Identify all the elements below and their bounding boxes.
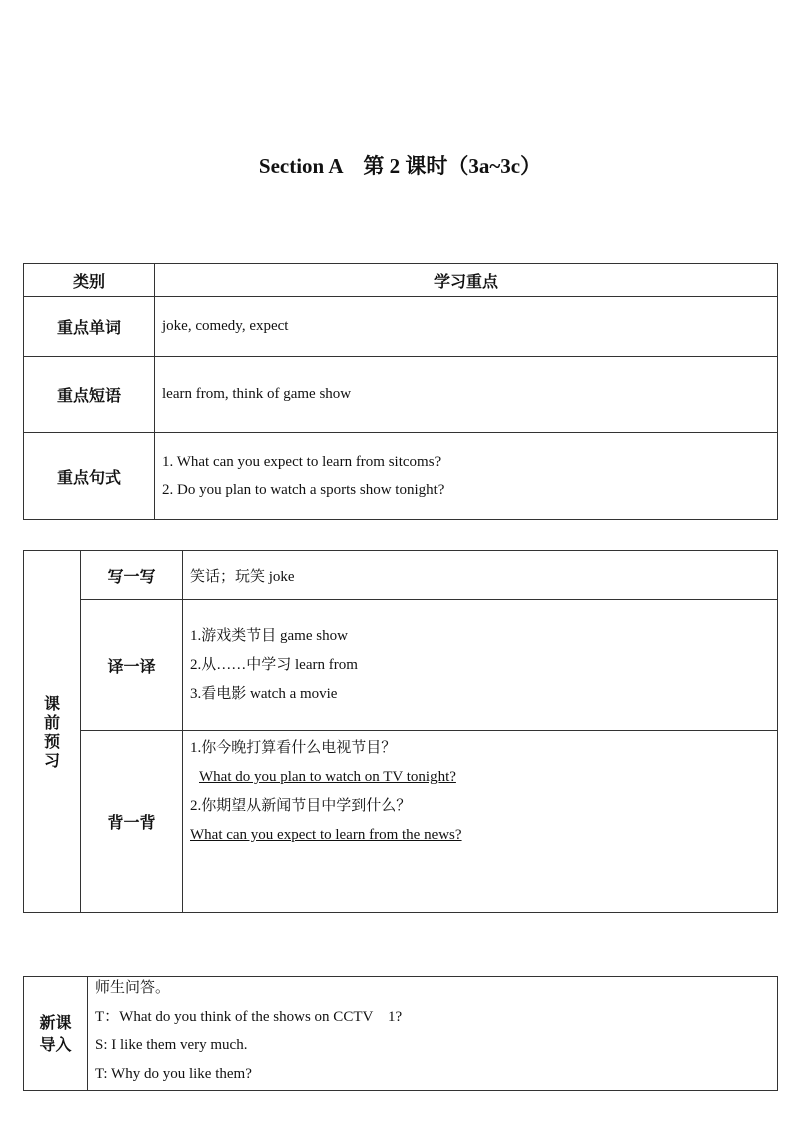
answer-line xyxy=(190,821,777,850)
write-label: 写一写 xyxy=(81,551,183,600)
text-line: learn from, think of game show xyxy=(162,386,352,402)
preview-table xyxy=(23,550,778,913)
question-line: 2.你期望从新闻节目中学到什么？ xyxy=(190,798,412,814)
answer-text: What do you plan to watch on TV tonight? xyxy=(199,769,456,785)
intro-label xyxy=(24,977,88,1091)
header-focus: 学习重点 xyxy=(155,264,778,297)
focus-table xyxy=(23,263,778,520)
text-line: 3.看电影 watch a movie xyxy=(190,685,338,702)
translate-label: 译一译 xyxy=(81,600,183,731)
row-label-sentences: 重点句式 xyxy=(24,433,155,520)
text-line: S: I like them very much. xyxy=(95,1037,248,1053)
text-line: T：What do you think of the shows on CCTV 1? xyxy=(95,1008,403,1025)
row-content-phrases xyxy=(155,357,778,433)
row-content-sentences xyxy=(155,433,778,520)
text-line: 1. What can you expect to learn from sitcoms? xyxy=(162,454,442,470)
answer-line xyxy=(190,763,777,792)
text-line: T: Why do you like them? xyxy=(95,1065,252,1082)
vertical-label: 课前预习 xyxy=(43,693,60,770)
recite-label: 背一背 xyxy=(81,731,183,913)
recite-content xyxy=(183,731,778,913)
preview-label-text xyxy=(24,694,80,770)
intro-label-text: 新课导入 xyxy=(39,1012,72,1054)
text-line: joke, comedy, expect xyxy=(162,318,289,334)
text-line: 2. Do you plan to watch a sports show tonight? xyxy=(162,482,445,498)
write-content xyxy=(183,551,778,600)
question-line: 1.你今晚打算看什么电视节目？ xyxy=(190,740,397,756)
answer-text: What can you expect to learn from the news? xyxy=(190,827,462,843)
text-line: 2.从……中学习 learn from xyxy=(190,656,358,673)
header-category: 类别 xyxy=(24,264,155,297)
text-line: 师生问答。 xyxy=(95,980,171,996)
translate-content xyxy=(183,600,778,731)
row-label-phrases: 重点短语 xyxy=(24,357,155,433)
preview-section-label xyxy=(24,551,81,913)
text-line: 1.游戏类节目 game show xyxy=(190,627,348,644)
text-line: 笑话；玩笑 joke xyxy=(190,568,295,585)
page-title: Section A 第 2 课时（3a~3c） xyxy=(258,154,542,178)
row-label-words: 重点单词 xyxy=(24,297,155,357)
row-content-words xyxy=(155,297,778,357)
intro-content xyxy=(88,977,778,1091)
intro-table xyxy=(23,976,778,1091)
